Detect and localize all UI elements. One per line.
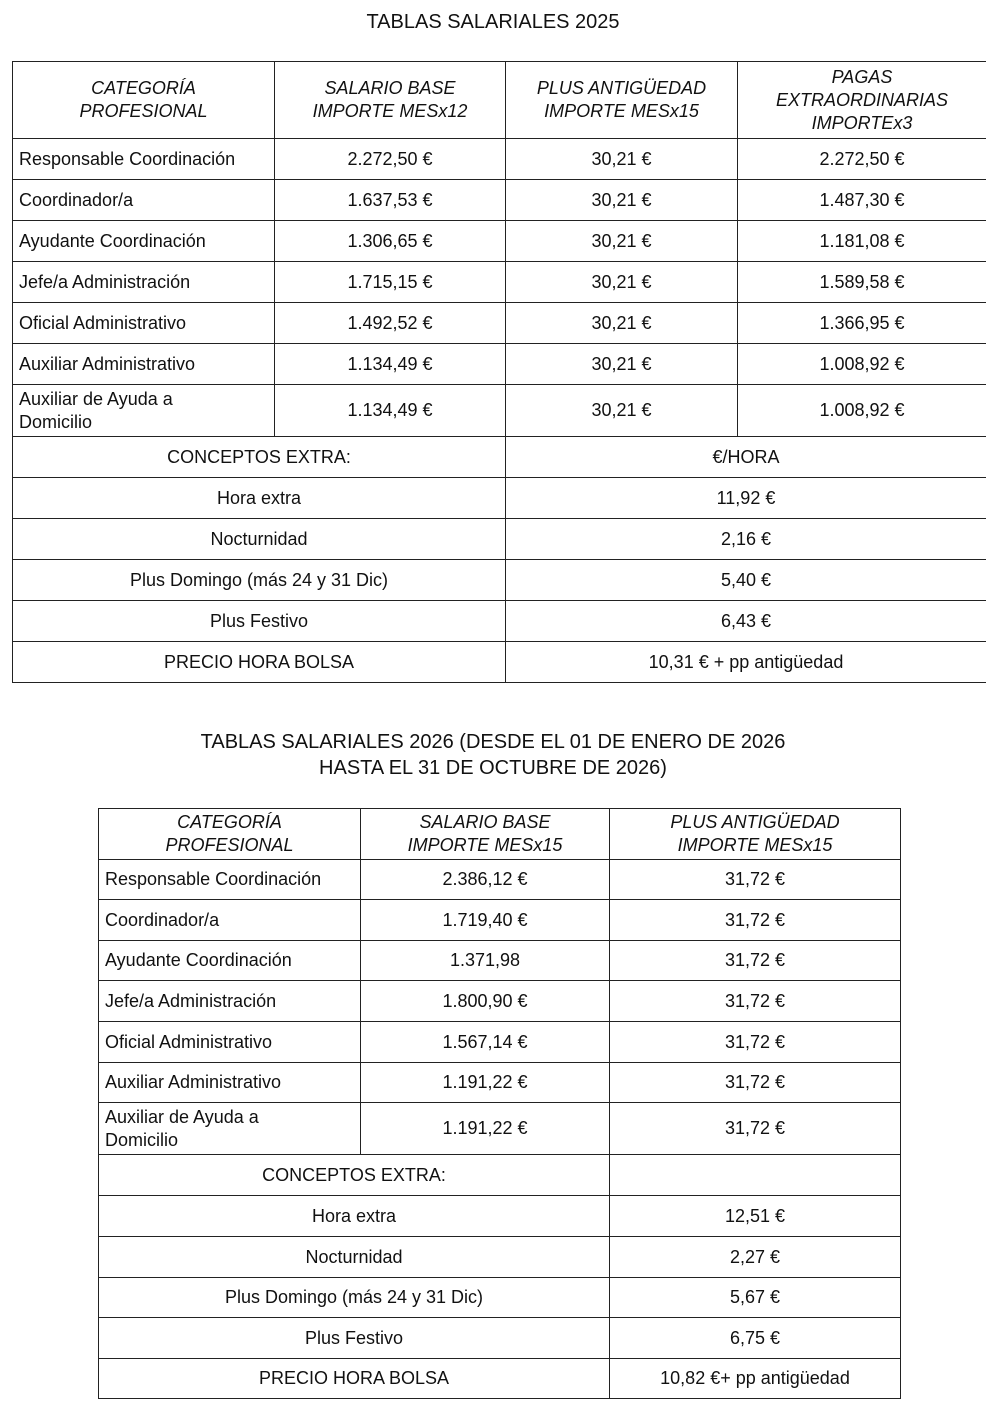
pagas-cell: 1.008,92 € [738, 344, 986, 385]
pagas-cell: 1.008,92 € [738, 385, 986, 437]
extra-row [13, 601, 986, 642]
title-2026-line-2: HASTA EL 31 DE OCTUBRE DE 2026) [319, 757, 667, 779]
base-salary-cell: 1.637,53 € [275, 180, 506, 221]
extra-row [99, 1318, 901, 1359]
table-row [13, 262, 986, 303]
header-pagas-extra: PAGAS EXTRAORDINARIAS IMPORTEx3 [738, 62, 986, 139]
extra-label: PRECIO HORA BOLSA [13, 642, 506, 683]
table-row [99, 981, 901, 1022]
pagas-cell: 1.589,58 € [738, 262, 986, 303]
header-plus-antiguedad: PLUS ANTIGÜEDAD IMPORTE MESx15 [610, 809, 901, 860]
base-salary-cell: 1.371,98 [361, 941, 610, 981]
table-row [99, 1103, 901, 1155]
pagas-cell: 2.272,50 € [738, 139, 986, 180]
plus-cell: 30,21 € [506, 139, 738, 180]
header-plus-antiguedad: PLUS ANTIGÜEDAD IMPORTE MESx15 [506, 62, 738, 139]
extra-label: Nocturnidad [13, 519, 506, 560]
extra-label: Plus Domingo (más 24 y 31 Dic) [13, 560, 506, 601]
plus-cell: 31,72 € [610, 981, 901, 1022]
table-row [13, 385, 986, 437]
category-cell: Oficial Administrativo [99, 1022, 361, 1063]
base-salary-cell: 1.134,49 € [275, 344, 506, 385]
table-row [13, 180, 986, 221]
base-salary-cell: 2.272,50 € [275, 139, 506, 180]
extra-label: PRECIO HORA BOLSA [99, 1359, 610, 1399]
extra-value: 12,51 € [610, 1196, 901, 1237]
extra-label: Hora extra [99, 1196, 610, 1237]
extra-value: 5,67 € [610, 1278, 901, 1318]
plus-cell: 30,21 € [506, 385, 738, 437]
plus-cell: 30,21 € [506, 303, 738, 344]
extras-header-unit: €/HORA [506, 437, 986, 478]
table-row [13, 139, 986, 180]
extra-label: Plus Festivo [13, 601, 506, 642]
extra-row [13, 519, 986, 560]
category-cell: Jefe/a Administración [13, 262, 275, 303]
pagas-cell: 1.487,30 € [738, 180, 986, 221]
extras-header-row [13, 437, 986, 478]
header-base-salary: SALARIO BASE IMPORTE MESx15 [361, 809, 610, 860]
extra-label: Plus Festivo [99, 1318, 610, 1359]
header-category: CATEGORÍA PROFESIONAL [13, 62, 275, 139]
extras-header-label: CONCEPTOS EXTRA: [99, 1155, 610, 1196]
table-row [13, 221, 986, 262]
base-salary-cell: 1.191,22 € [361, 1103, 610, 1155]
title-2026 [0, 729, 986, 781]
table-row [99, 1022, 901, 1063]
plus-cell: 31,72 € [610, 1103, 901, 1155]
plus-cell: 31,72 € [610, 860, 901, 900]
base-salary-cell: 1.191,22 € [361, 1063, 610, 1103]
category-cell: Auxiliar de Ayuda a Domicilio [13, 385, 275, 437]
category-cell: Responsable Coordinación [99, 860, 361, 900]
extra-row [13, 642, 986, 683]
header-row [13, 62, 986, 139]
table-row [13, 303, 986, 344]
extra-row [99, 1278, 901, 1318]
table-row [99, 1063, 901, 1103]
base-salary-cell: 1.306,65 € [275, 221, 506, 262]
plus-cell: 30,21 € [506, 262, 738, 303]
category-cell: Auxiliar Administrativo [13, 344, 275, 385]
plus-cell: 31,72 € [610, 900, 901, 941]
title-2025: TABLAS SALARIALES 2025 [366, 11, 620, 33]
extra-row [13, 560, 986, 601]
extra-label: Hora extra [13, 478, 506, 519]
table-row [99, 941, 901, 981]
category-cell: Auxiliar Administrativo [99, 1063, 361, 1103]
extra-label: Nocturnidad [99, 1237, 610, 1278]
base-salary-cell: 1.492,52 € [275, 303, 506, 344]
plus-cell: 30,21 € [506, 344, 738, 385]
header-category: CATEGORÍA PROFESIONAL [99, 809, 361, 860]
base-salary-cell: 2.386,12 € [361, 860, 610, 900]
table-row [13, 344, 986, 385]
pagas-cell: 1.181,08 € [738, 221, 986, 262]
pagas-cell: 1.366,95 € [738, 303, 986, 344]
base-salary-cell: 1.719,40 € [361, 900, 610, 941]
header-base-salary: SALARIO BASE IMPORTE MESx12 [275, 62, 506, 139]
category-cell: Ayudante Coordinación [13, 221, 275, 262]
plus-cell: 31,72 € [610, 941, 901, 981]
salary-table-2026 [98, 808, 901, 1399]
base-salary-cell: 1.800,90 € [361, 981, 610, 1022]
extra-value: 2,16 € [506, 519, 986, 560]
extra-row [99, 1359, 901, 1399]
extra-value: 5,40 € [506, 560, 986, 601]
base-salary-cell: 1.715,15 € [275, 262, 506, 303]
extra-value: 6,43 € [506, 601, 986, 642]
extras-header-unit [610, 1155, 901, 1196]
category-cell: Jefe/a Administración [99, 981, 361, 1022]
base-salary-cell: 1.134,49 € [275, 385, 506, 437]
extras-header-label: CONCEPTOS EXTRA: [13, 437, 506, 478]
plus-cell: 30,21 € [506, 180, 738, 221]
extra-value: 11,92 € [506, 478, 986, 519]
category-cell: Oficial Administrativo [13, 303, 275, 344]
extra-row [99, 1237, 901, 1278]
extra-row [13, 478, 986, 519]
salary-table-2025 [12, 61, 986, 683]
base-salary-cell: 1.567,14 € [361, 1022, 610, 1063]
extra-value: 10,82 €+ pp antigüedad [610, 1359, 901, 1399]
title-2026-line-1: TABLAS SALARIALES 2026 (DESDE EL 01 DE ENERO DE 2026 [200, 731, 786, 753]
extra-label: Plus Domingo (más 24 y 31 Dic) [99, 1278, 610, 1318]
category-cell: Auxiliar de Ayuda a Domicilio [99, 1103, 361, 1155]
plus-cell: 30,21 € [506, 221, 738, 262]
category-cell: Responsable Coordinación [13, 139, 275, 180]
category-cell: Coordinador/a [99, 900, 361, 941]
table-row [99, 900, 901, 941]
category-cell: Ayudante Coordinación [99, 941, 361, 981]
extra-value: 6,75 € [610, 1318, 901, 1359]
plus-cell: 31,72 € [610, 1063, 901, 1103]
extra-row [99, 1196, 901, 1237]
category-cell: Coordinador/a [13, 180, 275, 221]
plus-cell: 31,72 € [610, 1022, 901, 1063]
table-row [99, 860, 901, 900]
extra-value: 2,27 € [610, 1237, 901, 1278]
extra-value: 10,31 € + pp antigüedad [506, 642, 986, 683]
header-row [99, 809, 901, 860]
extras-header-row [99, 1155, 901, 1196]
